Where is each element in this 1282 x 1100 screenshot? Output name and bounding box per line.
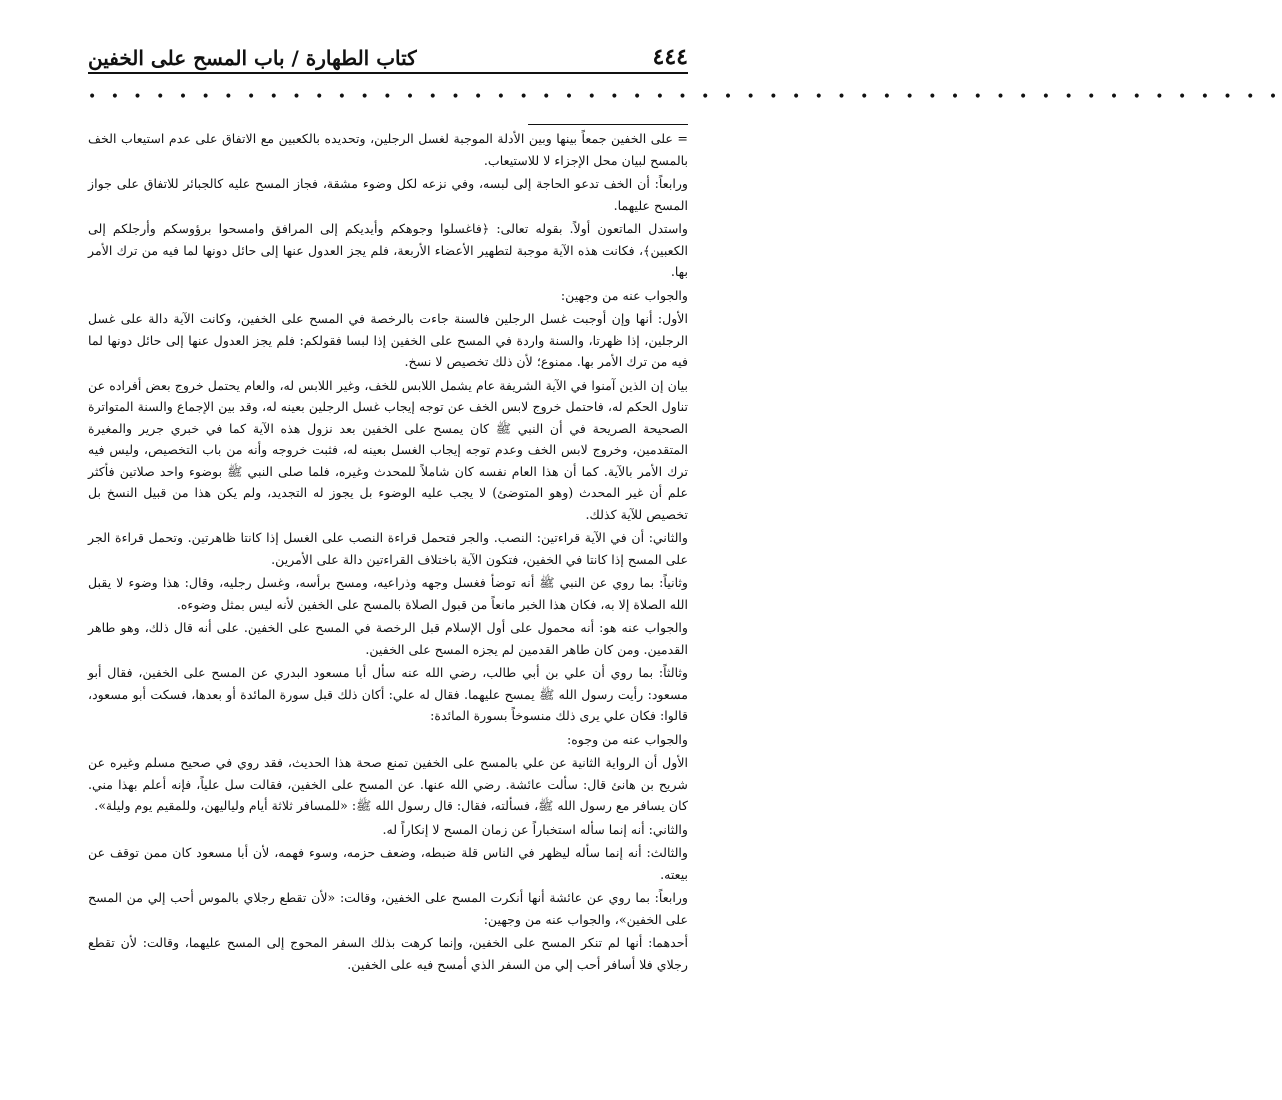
header-rule — [88, 72, 688, 74]
footnote-body — [88, 128, 688, 977]
paragraph: الأول: أنها وإن أوجبت غسل الرجلين فالسنة جاءت بالرخصة في المسح على الخفين، وكانت الآية دالة على غسل الرجلين، إذا ظهرتا، والسنة واردة في المسح على الخفين إذا لبسا فقولكم: فلم يجز العدول عنها إلى حائل دونها لما فيه من ترك الأمر بها. ممنوع؛ لأن ذلك تخصيص لا نسخ. — [88, 311, 688, 369]
paragraph: والجواب عنه هو: أنه محمول على أول الإسلام قبل الرخصة في المسح على الخفين. على أنه قال ذلك، وهو طاهر القدمين. ومن كان طاهر القدمين لم يجزه المسح على الخفين. — [88, 620, 688, 657]
paragraph: أحدهما: أنها لم تنكر المسح على الخفين، وإنما كرهت بذلك السفر المحوج إلى المسح عليهما، وقالت: لأن تقطع رجلاي فلا أسافر أحب إلي من السفر الذي أمسح فيه على الخفين. — [88, 935, 688, 972]
paragraph: ورابعاً: بما روي عن عائشة أنها أنكرت المسح على الخفين، وقالت: «لأن تقطع رجلاي بالموس أحب إلي من المسح على الخفين»، والجواب عنه من وجهين: — [88, 890, 688, 927]
page-number: ٤٤٤ — [652, 44, 688, 70]
paragraph: = على الخفين جمعاً بينها وبين الأدلة الموجبة لغسل الرجلين، وتحديده بالكعبين مع الاتفاق على عدم استيعاب الخف بالمسح لبيان محل الإجزاء لا للاستيعاب. — [88, 131, 688, 168]
paragraph: ورابعاً: أن الخف تدعو الحاجة إلى لبسه، وفي نزعه لكل وضوء مشقة، فجاز المسح عليه كالجبائر للاتفاق على جواز المسح عليهما. — [88, 176, 688, 213]
running-title: كتاب الطهارة / باب المسح على الخفين — [88, 46, 417, 70]
paragraph: والثالث: أنه إنما سأله ليظهر في الناس قلة ضبطه، وضعف حزمه، وسوء فهمه، لأن أبا مسعود كان ممن توقف عن بيعته. — [88, 845, 688, 882]
paragraph: بيان إن الذين آمنوا في الآية الشريفة عام يشمل اللابس للخف، وغير اللابس له، والعام يحتمل خروج بعض أفراده عن تناول الحكم له، فاحتمل خروج لابس الخف عن توجه إيجاب غسل الرجلين بعينه له، وقد بين الإجماع والسنة المتواترة الصحيحة الصريحة في أن النبي ﷺ كان يمسح على الخفين بعد نزول هذه الآية كما في خبري جرير والمغيرة المتقدمين، وخروج لابس الخف وعدم توجه إيجاب الغسل بعينه له، فثبت خروجه وأنه من باب التخصيص، وليس فيه ترك الأمر بالآية. كما أن هذا العام نفسه كان شاملاً للمحدث وغيره، فلما صلى النبي ﷺ بوضوء واحد صلاتين فأكثر علم أن غير المحدث (وهو المتوضئ) لا يجب عليه الوضوء بل يجوز له التجديد، ولم يكن هذا من قبيل النسخ بل تخصيص للآية كذلك. — [88, 377, 688, 522]
paragraph: الأول أن الرواية الثانية عن علي بالمسح على الخفين تمنع صحة هذا الحديث، فقد روي في صحيح مسلم وغيره عن شريح بن هانئ قال: سألت عائشة. رضي الله عنها. عن المسح على الخفين، فقالت سل علياً، فإنه أعلم بهذا مني. كان يسافر مع رسول الله ﷺ، فسألته، فقال: قال رسول الله ﷺ: «للمسافر ثلاثة أيام ولياليهن، وللمقيم يوم وليلة». — [88, 755, 688, 813]
paragraph: والثاني: أن في الآية قراءتين: النصب. والجر فتحمل قراءة النصب على الغسل إذا كانتا ظاهرتين. وتحمل قراءة الجر على المسح إذا كانتا في الخفين، فتكون الآية باختلاف القراءتين دالة على الأمرين. — [88, 530, 688, 567]
page-header — [88, 36, 688, 70]
paragraph: وثالثاً: بما روي أن علي بن أبي طالب، رضي الله عنه سأل أبا مسعود البدري عن المسح على الخفين، فقال أبو مسعود: رأيت رسول الله ﷺ يمسح عليهما. فقال له علي: أكان ذلك قبل سورة المائدة أو بعدها، فسكت أبو مسعود، قالوا: فكان علي يرى ذلك منسوخاً بسورة المائدة: — [88, 665, 688, 723]
paragraph: وثانياً: بما روي عن النبي ﷺ أنه توضأ فغسل وجهه وذراعيه، ومسح برأسه، وغسل رجليه، وقال: هذا وضوء لا يقبل الله الصلاة إلا به، فكان هذا الخبر مانعاً من قبول الصلاة بالمسح على الخفين لأنه ليس بمثل وضوءه. — [88, 575, 688, 612]
paragraph: واستدل الماتعون أولاً. بقوله تعالى: ﴿فاغسلوا وجوهكم وأيديكم إلى المرافق وامسحوا برؤوسكم وأرجلكم إلى الكعبين﴾، فكانت هذه الآية موجبة لتطهير الأعضاء الأربعة، فلم يجز العدول عنها إلى حائل دونها لما فيه من ترك الأمر بها. — [88, 221, 688, 279]
footnote-rule — [528, 124, 688, 125]
dotted-divider: • • • • • • • • • • • • • • • • • • • • • • • • • • • • • • • • • • • • • • • • • • • • • • • • • • • • • — [88, 89, 1282, 105]
paragraph: والثاني: أنه إنما سأله استخباراً عن زمان المسح لا إنكاراً له. — [382, 821, 688, 837]
paragraph: والجواب عنه من وجهين: — [560, 287, 688, 303]
paragraph: والجواب عنه من وجوه: — [566, 731, 688, 747]
